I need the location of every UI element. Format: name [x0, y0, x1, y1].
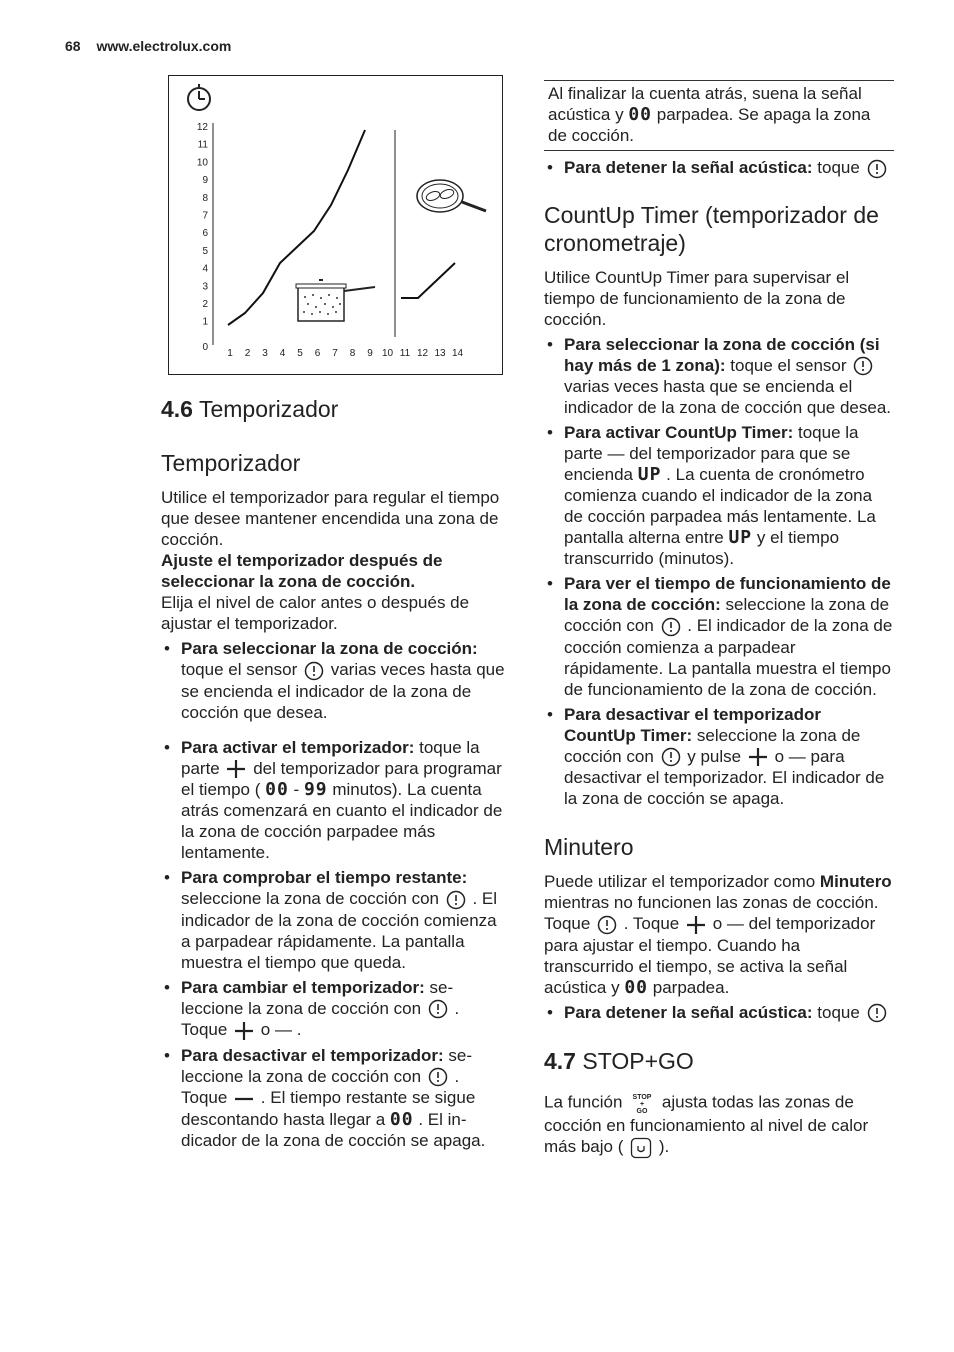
display-00: 00: [265, 779, 289, 801]
x-tick-label: 9: [367, 348, 373, 359]
x-tick-label: 5: [297, 348, 303, 359]
y-tick-label: 11: [197, 139, 208, 151]
list-item: • Para desactivar el temporizador CountUp Timer: seleccione la zona de cocción con y pulse o — para desactivar el temporizador. El indicador de la zona de cocción se apaga.: [544, 704, 894, 810]
subheading-temporizador: Temporizador: [161, 450, 301, 476]
y-tick-label: 2: [202, 299, 208, 310]
timer-sensor-icon: [428, 1067, 448, 1087]
svg-text:STOP: STOP: [632, 1094, 652, 1102]
countup-intro: Utilice CountUp Timer para supervisar el tiempo de funcionamiento de la zona de cocción.: [544, 267, 850, 329]
minutero-text: Puede utilizar el temporizador como Minutero mientras no funcionen las zonas de cocción. Toque . Toque o — del temporizador para ajustar el tiempo. Cuando ha transcurrido el tiempo, se activa la señal acústica y 00 parpadea.: [544, 872, 892, 998]
x-tick-label: 7: [332, 348, 338, 359]
stopgo-text: La función STOP + GO ajusta todas las zonas de cocción en funcionamiento al nivel de calor más bajo ( ).: [544, 1091, 894, 1159]
y-tick-label: 9: [202, 175, 208, 187]
x-tick-label: 1: [227, 348, 233, 359]
x-tick-label: 2: [244, 348, 251, 359]
lowest-heat-key-icon: [630, 1137, 652, 1159]
list-item: • Para detener la señal acústica: toque: [544, 157, 894, 179]
list-item: • Para ver el tiempo de funcionamiento de la zona de cocción: seleccione la zona de cocción con . El indicador de la zona de cocción comienza a parpadear rápidamente. La pantalla muestra el tiempo de funcionamiento de la zona de cocción.: [544, 573, 894, 700]
list-item: • Para comprobar el tiempo restante: seleccione la zona de cocción con . El indicador de la zona de cocción comienza a parpadear rápidamente. La pantalla muestra el tiempo que queda.: [161, 867, 506, 973]
y-tick-label: 3: [202, 281, 208, 293]
intro-text: Utilice el temporizador para regular el tiempo que desee mantener encendida una zona de cocción.: [161, 488, 500, 549]
svg-text:+: +: [640, 1101, 645, 1109]
display-99: 99: [303, 779, 328, 801]
y-tick-label: 4: [202, 263, 208, 275]
x-tick-label: 13: [434, 348, 446, 359]
list-item: • Para seleccionar la zona de cocción (si hay más de 1 zona): toque el sensor varias veces hasta que se encienda el indicador de la zona de cocción que desea.: [544, 334, 894, 419]
y-tick-label: 10: [196, 157, 208, 169]
list-item: • Para activar el temporizador: toque la parte del temporizador para programar el tiempo ( 00 - 99 minutos). La cuenta atrás comenzará en cuanto el indicador de la zona de cocción parpadee más lentamente.: [161, 737, 506, 864]
x-tick-label: 10: [381, 348, 394, 359]
right-column: [544, 80, 894, 1159]
list-item: • Para detener la señal acústica: toque: [544, 1002, 894, 1024]
display-up: UP: [637, 464, 662, 486]
plus-icon: [226, 759, 246, 779]
display-00: 00: [624, 976, 649, 998]
timer-sensor-icon: [661, 747, 681, 767]
subheading-countup: CountUp Timer (temporizador de cronometraje): [544, 201, 879, 256]
x-tick-label: 3: [262, 348, 268, 359]
page-number: 68: [65, 38, 81, 54]
list-item: • Para activar CountUp Timer: toque la parte — del temporizador para que se encienda UP . La cuenta de cronómetro comienza cuando el indicador de la zona de cocción parpadea más lentamente. La pantalla alterna entre UP y el tiempo transcurrido (minutos).: [544, 422, 894, 569]
y-tick-label: 7: [202, 210, 208, 222]
countdown-end-note: Al finalizar la cuenta atrás, suena la señal acústica y 00 parpadea. Se apaga la zona de cocción.: [544, 80, 894, 151]
plus-icon: [234, 1021, 254, 1041]
timer-sensor-icon: [428, 999, 448, 1019]
timer-sensor-icon: [597, 915, 617, 935]
list-item: • Para desactivar el temporizador: seleccione la zona de cocción con . Toque . El tiempo restante se sigue descontando hasta llegar a 00 . El indicador de la zona de cocción se apaga.: [161, 1045, 506, 1151]
y-tick-label: 8: [202, 192, 208, 204]
minus-icon: [234, 1089, 254, 1109]
site-url: www.electrolux.com: [96, 38, 232, 54]
y-tick-label: 5: [202, 245, 208, 257]
x-tick-label: 8: [349, 348, 356, 359]
heat-curve-2: [401, 263, 455, 298]
x-tick-label: 4: [279, 348, 286, 359]
pot-icon: [296, 280, 375, 321]
timer-sensor-icon: [446, 890, 466, 910]
x-tick-label: 14: [451, 348, 464, 359]
section-heading-4-7: 4.7 STOP+GO: [544, 1048, 694, 1075]
heat-level-note: Elija el nivel de calor antes o después de ajustar el temporizador.: [161, 593, 470, 633]
page-header: [65, 38, 231, 54]
plus-icon: [686, 915, 706, 935]
timer-sensor-icon: [661, 617, 681, 637]
y-tick-label: 1: [202, 316, 208, 328]
timer-sensor-icon: [853, 356, 873, 376]
timer-sensor-icon: [304, 661, 324, 681]
timer-sensor-icon: [867, 159, 887, 179]
list-item: • Para seleccionar la zona de cocción: toque el sensor varias veces hasta que se encienda el indicador de la zona de cocción que desea.: [161, 638, 506, 723]
timer-figure: [168, 75, 503, 375]
plus-icon: [748, 747, 768, 767]
bold-note: Ajuste el temporizador después de seleccionar la zona de cocción.: [161, 551, 443, 591]
display-00: 00: [389, 1108, 414, 1130]
y-tick-label: 6: [202, 228, 208, 240]
x-tick-label: 11: [399, 348, 411, 359]
timer-sensor-icon: [867, 1003, 887, 1023]
y-tick-label: 12: [196, 122, 208, 133]
stop-go-icon: [629, 1091, 655, 1115]
y-tick-label: 0: [202, 342, 208, 353]
left-column: [161, 395, 506, 1151]
list-item: • Para cambiar el temporizador: seleccione la zona de cocción con . Toque o — .: [161, 977, 506, 1041]
display-up: UP: [728, 527, 753, 549]
x-tick-label: 6: [314, 348, 321, 359]
svg-text:GO: GO: [636, 1108, 648, 1116]
clock-icon: [188, 84, 210, 110]
section-heading-4-6: 4.6 Temporizador: [161, 396, 339, 422]
display-00: 00: [628, 104, 653, 125]
x-tick-label: 12: [416, 348, 429, 359]
pan-icon: [417, 180, 486, 212]
subheading-minutero: Minutero: [544, 834, 634, 861]
